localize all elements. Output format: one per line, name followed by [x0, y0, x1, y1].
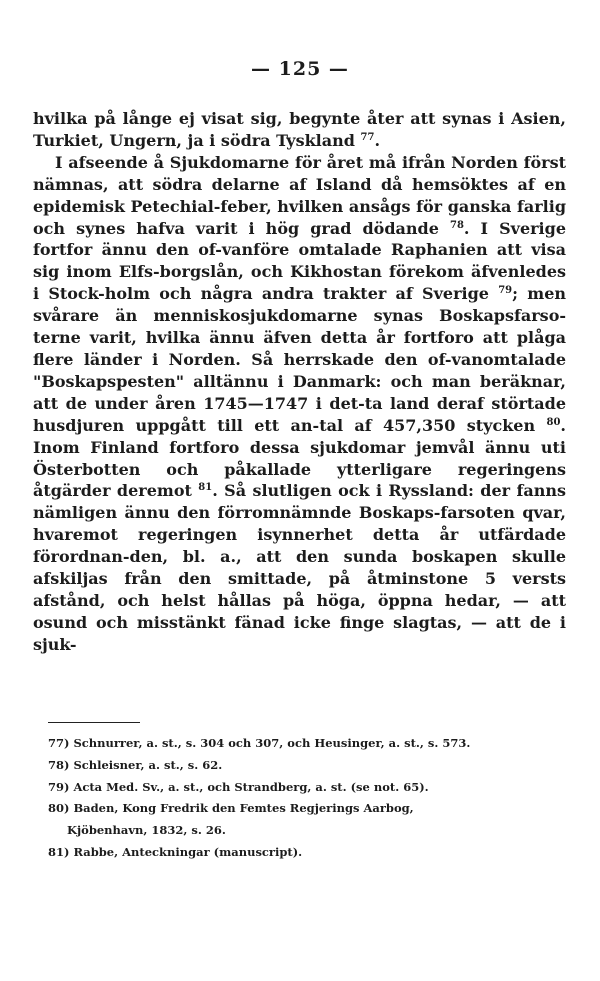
paragraph-1-text: hvilka på långe ej visat sig, begynte åter att synas i Asien, Turkiet, Ungern, ja i södra Tyskland [33, 109, 566, 150]
footnote-ref-79: 79 [498, 285, 513, 297]
paragraph-2-text-b: . I Sverige fortfor ännu den of-vanföre omtalade Raphanien att visa sig inom Elfs-borgslån, och Kikhostan förekom äfvenledes i Stock-holm och några andra trakter af Sverige [33, 218, 566, 304]
footnote-79: 79) Acta Med. Sv., a. st., och Strandberg, a. st. (se not. 65). [48, 779, 429, 794]
paragraph-2-text-a: I afseende å Sjukdomarne för året må ifrån Norden först nämnas, att södra delarne af Island då hemsöktes af en epidemisk Petechial-feber, hvilken ansågs för ganska farlig och synes hafva varit i hög grad dödande [33, 152, 566, 238]
footnote-80: 80) Baden, Kong Fredrik den Femtes Regjerings Aarbog, [48, 801, 414, 816]
footnote-ref-77: 77 [360, 131, 375, 143]
footnote-77: 77) Schnurrer, a. st., s. 304 och 307, och Heusinger, a. st., s. 573. [48, 736, 471, 750]
footnote-ref-78: 78 [449, 219, 464, 231]
page-number: — 125 — [251, 58, 349, 80]
footnote-78: 78) Schleisner, a. st., s. 62. [48, 757, 223, 772]
footnote-ref-81: 81 [198, 482, 213, 494]
footnote-81: 81) Rabbe, Anteckningar (manuscript). [48, 844, 303, 859]
paragraph-1-end: . [374, 130, 381, 150]
paragraph-2-text-e: . Så slutligen ock i Ryssland: der fanns nämligen ännu den förromnämnde Boskaps-farsoten qvar, hvaremot regeringen isynnerhet detta år utfärdade förordnan-den, bl. a., att den sunda boskapen skulle afskiljas från den smittade, på åtminstone 5 versts afstånd, och helst hållas på höga, öppna hedar, — att osund och misstänkt fänad icke finge slagtas, — att de i sjuk- [33, 481, 567, 654]
paragraph-2-text-c: ; men svårare än menniskosjukdomarne synas Boskapsfarso-terne varit, hvilka ännu äfven detta år fortforo att plåga flere länder i Norden. Så herrskade den of-vanomtalade "Boskapspesten" alltännu i Danmark: och man beräknar, att de under åren 1745—1747 i det-ta land deraf störtade husdjuren uppgått till ett an-tal af 457,350 stycken [33, 284, 567, 435]
main-text [33, 108, 566, 656]
footnote-ref-80: 80 [546, 416, 561, 428]
footnote-divider [48, 722, 140, 723]
footnote-80-continued: Kjöbenhavn, 1832, s. 26. [67, 823, 226, 838]
footnotes [48, 733, 558, 864]
paragraph-2 [33, 152, 566, 656]
paragraph-1 [33, 108, 566, 152]
paragraph-2-text-d: . Inom Finland fortforo dessa sjukdomar jemvål ännu uti Österbotten och påkallade ytterligare regeringens åtgärder deremot [33, 415, 566, 501]
